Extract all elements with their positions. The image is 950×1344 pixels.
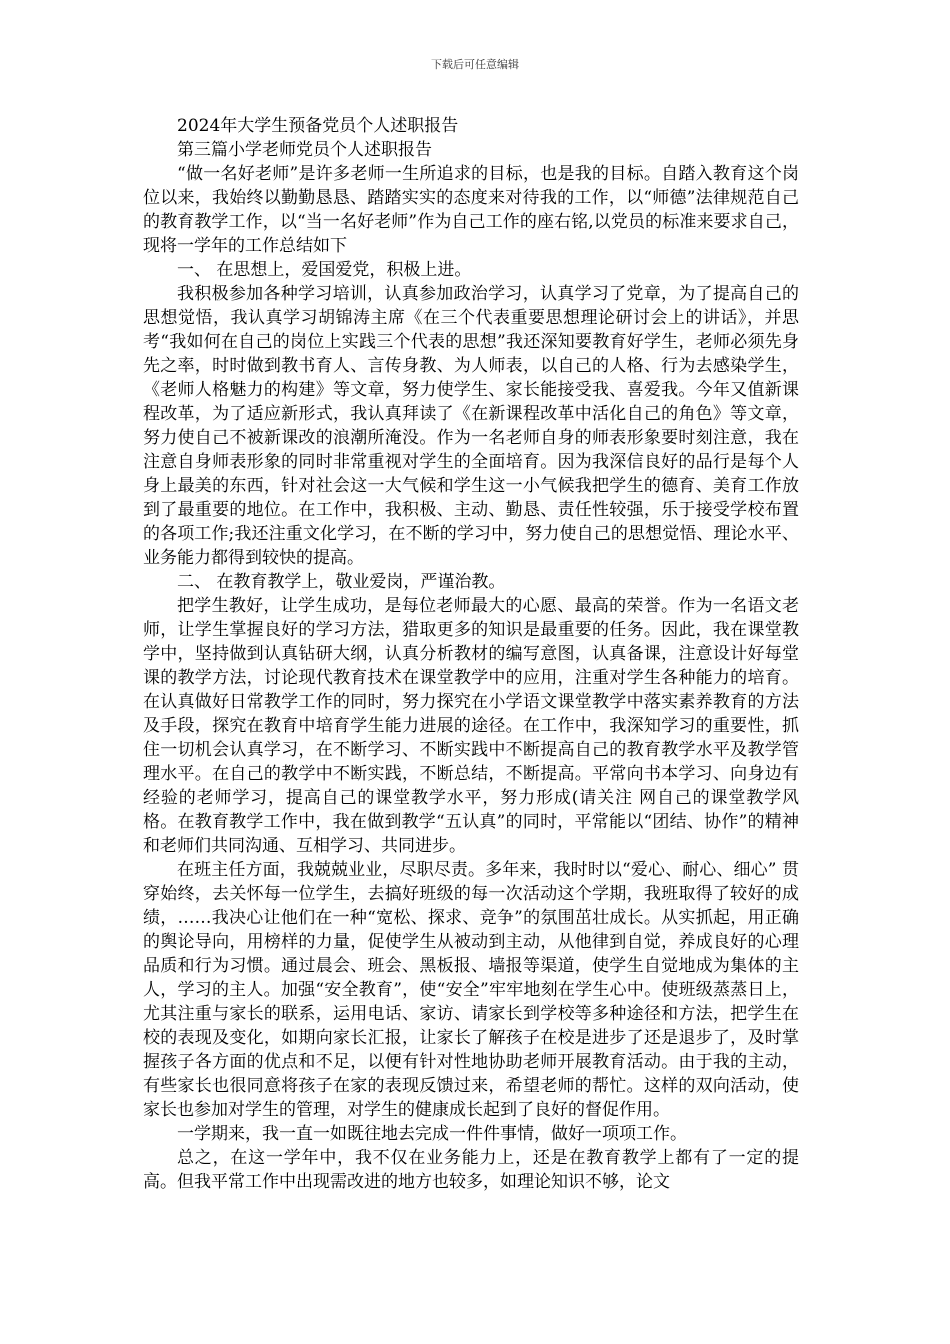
paragraph: 在班主任方面，我兢兢业业，尽职尽责。多年来，我时时以“爱心、耐心、细心” 贯穿始终，去关怀每一位学生，去搞好班级的每一次活动这个学期，我班取得了较好的成绩，……我决心让他们在一种“宽松、探求、竞争”的氛围茁壮成长。从实抓起，用正确的舆论导向，用榜样的力量，促使学生从被动到主动，从他律到自觉，养成良好的心理品质和行为习惯。通过晨会、班会、黑板报、墙报等渠道，使学生自觉地成为集体的主人，学习的主人。加强“安全教育”，使“安全”牢牢地刻在学生心中。使班级蒸蒸日上，尤其注重与家长的联系，运用电话、家访、请家长到学校等多种途径和方法，把学生在校的表现及变化，如期向家长汇报，让家长了解孩子在校是进步了还是退步了，及时掌握孩子各方面的优点和不足，以便有针对性地协助老师开展教育活动。由于我的主动，有些家长也很同意将孩子在家的表现反馈过来，希望老师的帮忙。这样的双向活动，使家长也参加对学生的管理，对学生的健康成长起到了良好的督促作用。 — [143, 860, 799, 1120]
page-header: 下载后可任意编辑 — [431, 58, 519, 71]
paragraph: “做一名好老师”是许多老师一生所追求的目标，也是我的目标。自踏入教育这个岗位以来，我始终以勤勤恳恳、踏踏实实的态度来对待我的工作，以“师德”法律规范自己的教育教学工作，以“当一名好老师”作为自己工作的座右铭,以党员的标准来要求自己，现将一学年的工作总结如下 — [143, 164, 799, 256]
document-body — [143, 114, 799, 1194]
paragraph: 我积极参加各种学习培训，认真参加政治学习，认真学习了党章，为了提高自己的思想觉悟，我认真学习胡锦涛主席《在三个代表重要思想理论研讨会上的讲话》，并思考“我如何在自己的岗位上实践三个代表的思想”我还深知要教育好学生，老师必须先身先之率，时时做到教书育人、言传身教、为人师表，以自己的人格、行为去感染学生，《老师人格魅力的构建》等文章，努力使学生、家长能接受我、喜爱我。今年又值新课程改革，为了适应新形式，我认真拜读了《在新课程改革中活化自己的角色》等文章，努力使自己不被新课改的浪潮所淹没。作为一名老师自身的师表形象要时刻注意，我在注意自身师表形象的同时非常重视对学生的全面培育。因为我深信良好的品行是每个人身上最美的东西，针对社会这一大气候和学生这一小气候我把学生的德育、美育工作放到了最重要的地位。在工作中，我积极、主动、勤恳、责任性较强，乐于接受学校布置的各项工作;我还注重文化学习，在不断的学习中，努力使自己的思想觉悟、理论水平、业务能力都得到较快的提高。 — [143, 284, 799, 568]
paragraph: 总之，在这一学年中，我不仅在业务能力上，还是在教育教学上都有了一定的提高。但我平常工作中出现需改进的地方也较多，如理论知识不够，论文 — [143, 1148, 799, 1192]
paragraph: 把学生教好，让学生成功，是每位老师最大的心愿、最高的荣誉。作为一名语文老师，让学生掌握良好的学习方法，猎取更多的知识是最重要的任务。因此，我在课堂教学中，坚持做到认真钻研大纲，认真分析教材的编写意图，认真备课，注意设计好每堂课的教学方法，讨论现代教育技术在课堂教学中的应用，注重对学生各种能力的培育。在认真做好日常教学工作的同时，努力探究在小学语文课堂教学中落实素养教育的方法及手段，探究在教育中培育学生能力进展的途径。在工作中，我深知学习的重要性，抓住一切机会认真学习，在不断学习、不断实践中不断提高自己的教育教学水平及教学管理水平。在自己的教学中不断实践，不断总结，不断提高。平常向书本学习、向身边有经验的老师学习，提高自己的课堂教学水平，努力形成(请关注 网自己的课堂教学风格。在教育教学工作中，我在做到教学“五认真”的同时，平常能以“团结、协作”的精神和老师们共同沟通、互相学习、共同进步。 — [143, 596, 799, 856]
document-title: 2024年大学生预备党员个人述职报告 — [177, 116, 459, 136]
document-subtitle: 第三篇小学老师党员个人述职报告 — [177, 140, 432, 160]
paragraph: 一学期来，我一直一如既往地去完成一件件事情，做好一项项工作。 — [177, 1124, 687, 1144]
section-heading: 二、 在教育教学上，敬业爱岗，严谨治教。 — [177, 572, 506, 592]
section-heading: 一、 在思想上，爱国爱党，积极上进。 — [177, 260, 472, 280]
